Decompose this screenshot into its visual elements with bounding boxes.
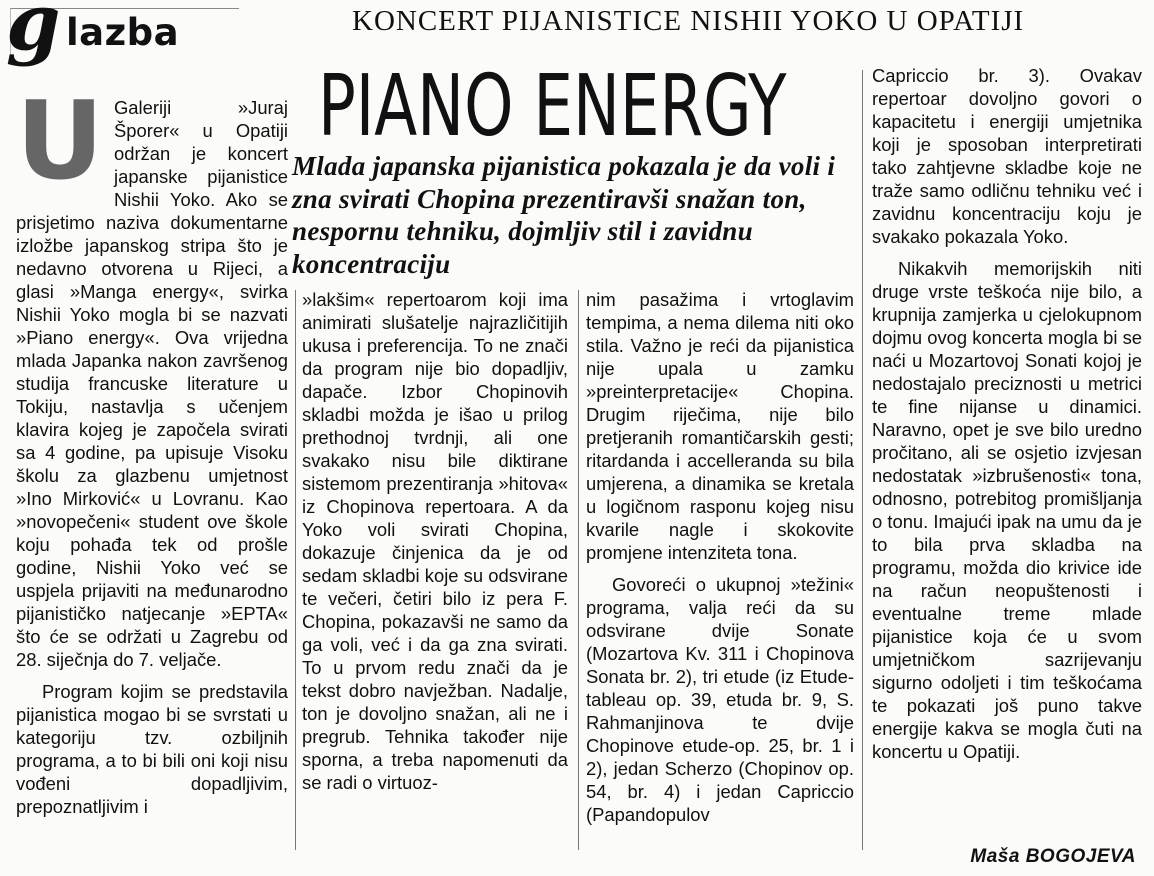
article-column-1 — [16, 79, 288, 818]
paragraph: Capriccio br. 3). Ovakav repertoar dovoljno govori o kapacitetu i energiji umjetnika koji je sposoban interpretirati tako zahtjevne skladbe koje ne traže samo odličnu tehniku već i zavidnu koncentraciju koju je svakako pokazala Yoko. — [872, 65, 1142, 247]
paragraph: »lakšim« repertoarom koji ima animirati slušatelje najrazličitijih ukusa i preferencija. To ne znači da program nije bio dopadljiv, dapače. Izbor Chopinovih skladbi možda je išao u prilog prethodnoj tvrdnji, ali one svakako nisu bile diktirane sistemom prezentiranja »hitova« iz Chopinova repertoara. A da Yoko voli svirati Chopina, dokazuje činjenica da je od sedam skladbi koje su odsvirane te večeri, četiri bilo iz pera F. Chopina, pokazavši ne samo da ga voli, već i da ga zna svirati. To u prvom redu znači da je tekst dobro navježban. Nadalje, ton je dovoljno snažan, ali ne i pregrub. Tehnika također nije sporna, a treba napomenuti da se radi o virtuoz- — [302, 289, 568, 793]
deck: Mlada japanska pijanistica pokazala je da voli i zna svirati Chopina prezentiravši snažan ton, nespornu tehniku, dojmljiv stil i zavidnu koncentraciju — [292, 151, 836, 279]
paragraph: Galeriji »Juraj Šporer« u Opatiji održan je koncert japanske pijanistice Nishii Yoko. Ako se prisjetimo naziva dokumentarne izložbe japanskog stripa što je nedavno otvorena u Rijeci, a glasi »Manga energy«, svirka Nishii Yoko mogla bi se nazvati »Piano energy«. Ova vrijedna mlada Japanka nakon završenog studija francuske literature u Tokiju, nastavlja s učenjem klavira kojeg je započela svirati sa 4 godine, pa upisuje Visoku školu za glazbenu umjetnost »Ino Mirković« u Lovranu. Kao »novopečeni« student ove škole koju pohađa tek od prošle godine, Nishii Yoko već se uspjela prijaviti na međunarodno pijanističko natjecanje »EPTA« što će se održati u Zagrebu od 28. siječnja do 7. veljače. — [16, 97, 288, 670]
headline: PIANO ENERGY — [318, 57, 787, 156]
article-column-4 — [872, 64, 1142, 763]
byline: Maša BOGOJEVA — [970, 846, 1136, 867]
logo-letter-g: g — [6, 0, 61, 68]
article-column-3 — [586, 288, 854, 826]
paragraph: nim pasažima i vrtoglavim tempima, a nema dilema niti oko stila. Važno je reći da pijanistica nije upala u zamku »preinterpretacije« Chopina. Drugim riječima, nije bilo pretjeranih romantičarskih gesti; ritardanda i accelleranda su bila umjerena, a dinamika se kretala u logičnom rasponu kojeg nisu kvarile nagle i skokovite promjene intenziteta tona. — [586, 289, 854, 563]
drop-cap: U — [16, 79, 104, 204]
paragraph: Govoreći o ukupnoj »težini« programa, valja reći da su odsvirane dvije Sonate (Mozartova Kv. 311 i Chopinova Sonata br. 2), tri etude (iz Etude-tableau op. 39, etuda br. 9, S. Rahmanjinova te dvije Chopinove etude-op. 25, br. 1 i 2), jedan Scherzo (Chopinov op. 54, br. 4) i jedan Capriccio (Papandopulov — [586, 574, 854, 825]
column-rule — [578, 290, 579, 850]
kicker: KONCERT PIJANISTICE NISHII YOKO U OPATIJI — [352, 5, 1025, 37]
section-logo — [6, 0, 238, 68]
paragraph: Nikakvih memorijskih niti druge vrste teškoća nije bilo, a krupnija zamjerka u cjelokupnom dojmu ovog koncerta mogla bi se naći u Mozartovoj Sonati kojoj je nedostajalo preciznosti u metrici te fine nijanse u dinamici. Naravno, opet je sve bilo uredno pročitano, ali se osjetio izvjesan nedostatak »izbrušenosti« tona, odnosno, potrebitog promišljanja o tonu. Imajući ipak na umu da je to bila prva skladba na programu, možda dio krivice ide na račun neopuštenosti i eventualne treme mlade pijanistice koja će u svom umjetničkom sazrijevanju sigurno odoljeti i tim teškoćama te pokazati još puno takve energije kakva se mogla čuti na koncertu u Opatiji. — [872, 258, 1142, 762]
section-name: lazba — [66, 11, 180, 54]
column-rule — [295, 290, 296, 850]
article-column-2 — [302, 288, 568, 794]
column-rule — [862, 70, 863, 850]
paragraph: Program kojim se predstavila pijanistica mogao bi se svrstati u kategoriju tzv. ozbiljnih programa, a to bi bili oni koji nisu vođeni dopadljivim, prepoznatljivim i — [16, 681, 288, 817]
